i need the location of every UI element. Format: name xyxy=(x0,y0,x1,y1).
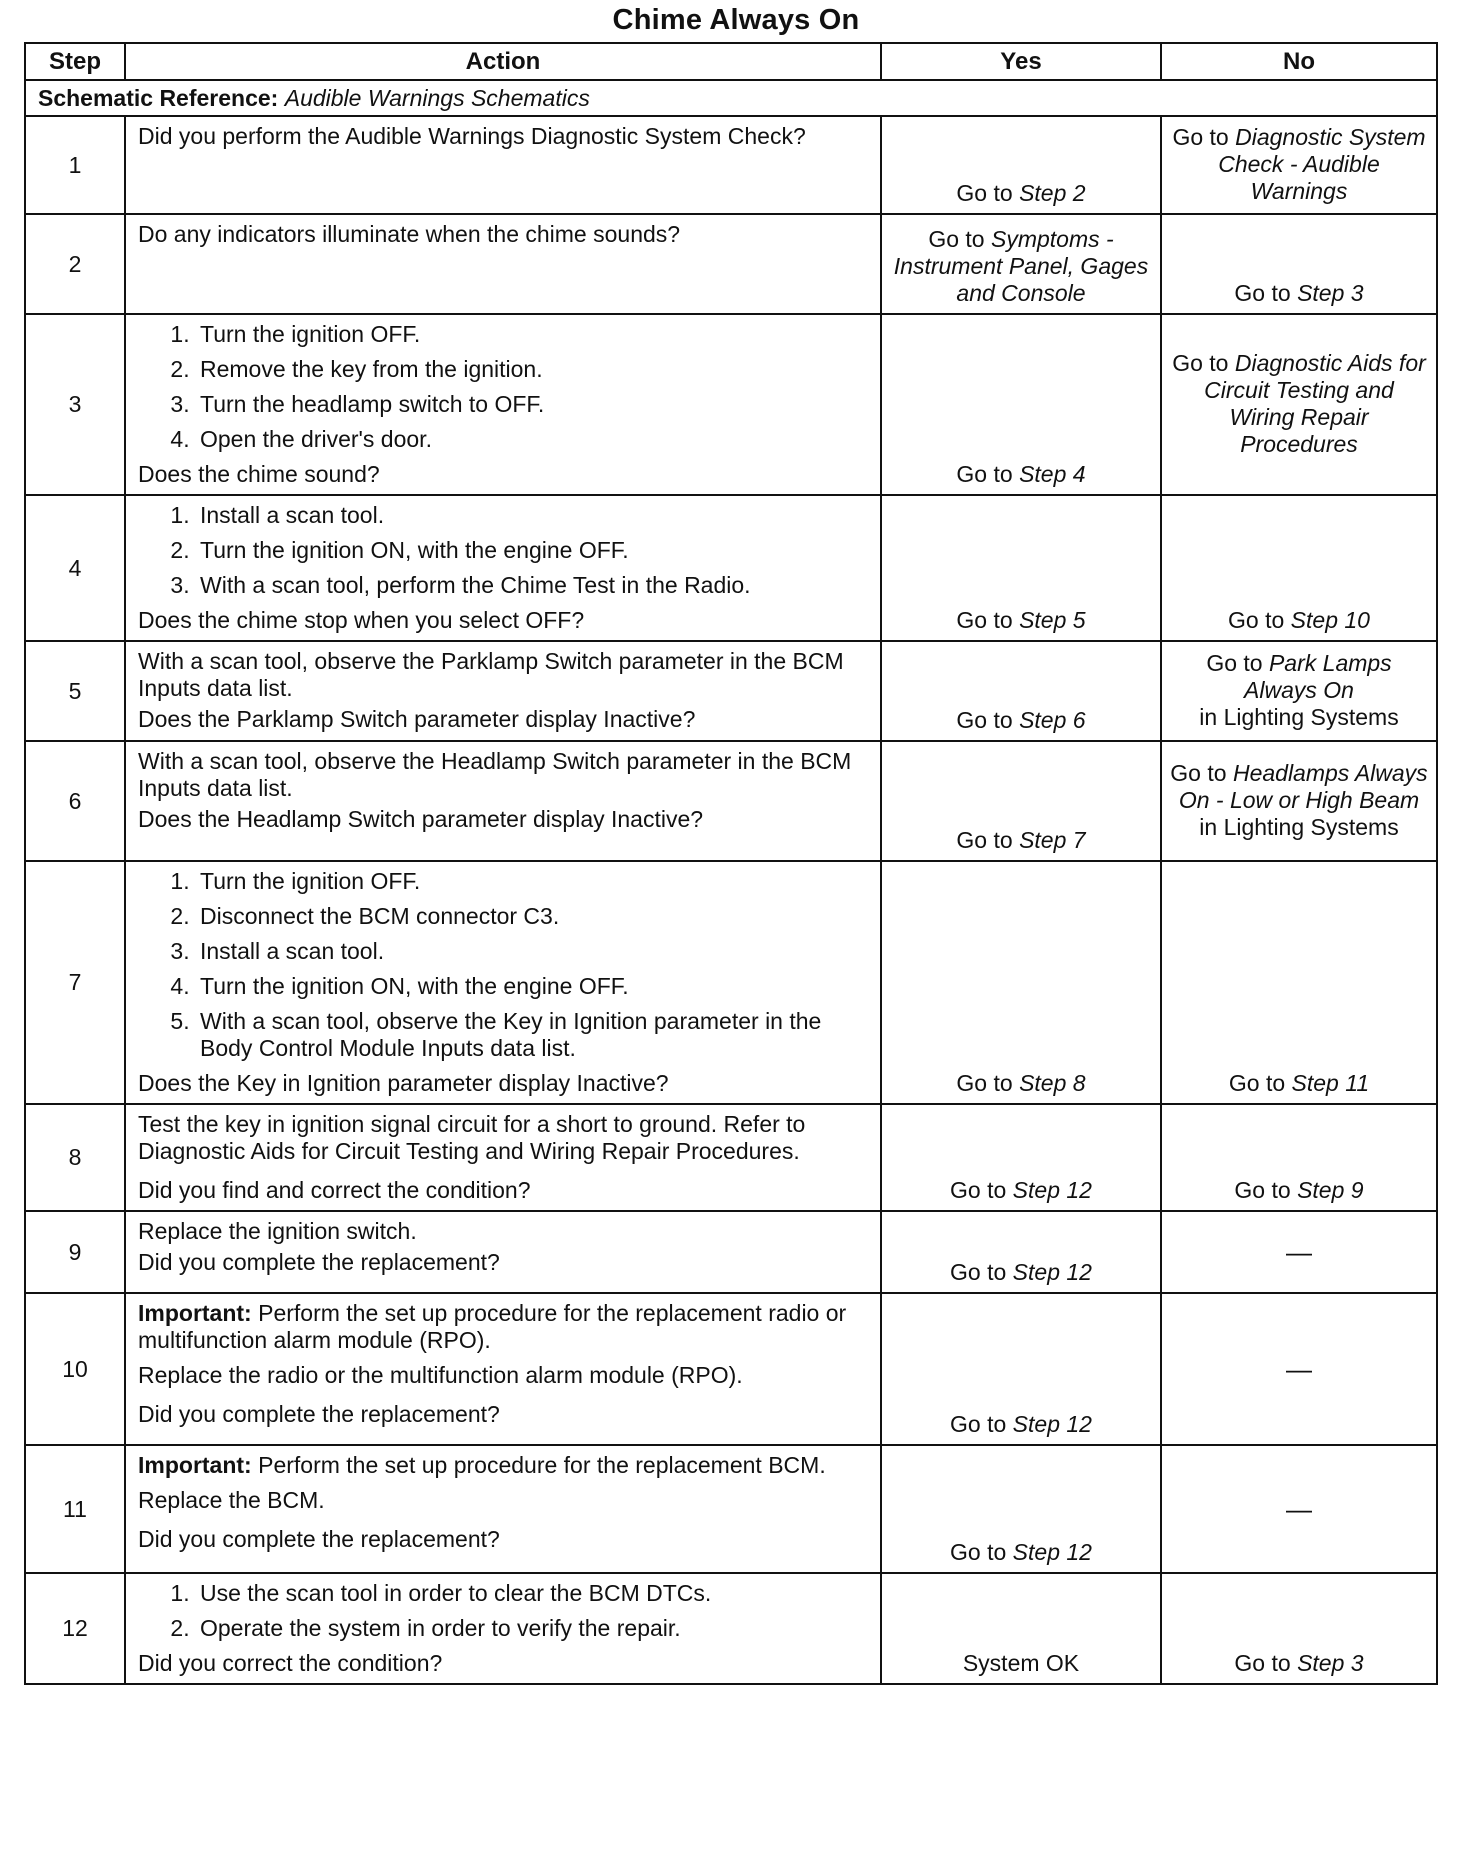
result-link[interactable]: Park Lamps Always On xyxy=(1244,649,1392,703)
no-result-dash: — xyxy=(1286,1353,1312,1384)
yes-result xyxy=(881,116,1161,214)
table-row xyxy=(25,116,1437,214)
result-link[interactable]: Symptoms - Instrument Panel, Gages and Console xyxy=(893,226,1149,306)
action-text: Replace the radio or the multifunction alarm module (RPO). xyxy=(138,1362,743,1388)
action-cell xyxy=(125,116,881,214)
action-cell xyxy=(125,314,881,495)
table-row xyxy=(25,641,1437,741)
result-prefix: Go to xyxy=(956,827,1013,853)
result-prefix: Go to xyxy=(950,1539,1007,1565)
important-note xyxy=(138,1452,870,1479)
action-cell xyxy=(125,1573,881,1684)
action-step-item: 4. Turn the ignition ON, with the engine OFF. xyxy=(196,973,870,1000)
action-question: Does the Headlamp Switch parameter display Inactive? xyxy=(138,806,704,832)
no-result xyxy=(1161,116,1437,214)
action-cell xyxy=(125,1293,881,1445)
no-result xyxy=(1161,214,1437,314)
table-row xyxy=(25,1445,1437,1573)
result-prefix: Go to xyxy=(1228,1070,1286,1096)
action-step-item: 1. Install a scan tool. xyxy=(196,502,870,529)
table-row xyxy=(25,1211,1437,1293)
step-number: 5 xyxy=(25,641,125,741)
step-number: 2 xyxy=(25,214,125,314)
no-result xyxy=(1161,1211,1437,1293)
no-result xyxy=(1161,314,1437,495)
action-steps xyxy=(138,868,870,1062)
action-question: Does the Parklamp Switch parameter display Inactive? xyxy=(138,706,696,732)
action-steps xyxy=(138,502,870,599)
step-number: 4 xyxy=(25,495,125,641)
action-cell xyxy=(125,1104,881,1211)
result-link[interactable]: Headlamps Always On - Low or High Beam xyxy=(1178,759,1428,813)
diagnostic-table xyxy=(24,42,1438,1685)
important-text: Perform the set up procedure for the replacement BCM. xyxy=(258,1452,826,1478)
table-row xyxy=(25,861,1437,1104)
result-suffix: in Lighting Systems xyxy=(1199,703,1399,730)
action-text: With a scan tool, observe the Parklamp Switch parameter in the BCM Inputs data list. xyxy=(138,648,844,701)
important-label: Important: xyxy=(138,1452,252,1478)
result-link[interactable]: Step 7 xyxy=(1019,827,1086,853)
result-link[interactable]: Step 12 xyxy=(1012,1259,1092,1285)
action-step-item: 3. Turn the headlamp switch to OFF. xyxy=(196,391,870,418)
result-link[interactable]: Step 10 xyxy=(1290,607,1370,633)
table-row xyxy=(25,495,1437,641)
result-link[interactable]: Step 12 xyxy=(1012,1177,1092,1203)
yes-result xyxy=(881,641,1161,741)
action-text: Replace the ignition switch. xyxy=(138,1218,417,1244)
yes-result xyxy=(881,1573,1161,1684)
action-step-item: 1. Use the scan tool in order to clear the BCM DTCs. xyxy=(196,1580,870,1607)
result-prefix: Go to xyxy=(956,461,1013,487)
header-no: No xyxy=(1161,43,1437,80)
result-prefix: Go to xyxy=(1228,607,1285,633)
action-question: Did you complete the replacement? xyxy=(138,1249,500,1275)
yes-result xyxy=(881,214,1161,314)
result-prefix: Go to xyxy=(1234,1650,1291,1676)
result-link[interactable]: Step 5 xyxy=(1019,607,1086,633)
important-note xyxy=(138,1300,870,1354)
action-cell xyxy=(125,641,881,741)
result-prefix: Go to xyxy=(1172,123,1229,150)
no-result xyxy=(1161,641,1437,741)
result-prefix: Go to xyxy=(956,180,1013,206)
action-text: Did you perform the Audible Warnings Diagnostic System Check? xyxy=(138,123,806,149)
no-result-dash: — xyxy=(1286,1493,1312,1524)
step-number: 11 xyxy=(25,1445,125,1573)
step-number: 10 xyxy=(25,1293,125,1445)
schematic-reference-label: Schematic Reference: xyxy=(38,84,279,111)
result-prefix: Go to xyxy=(928,226,985,252)
yes-result xyxy=(881,1293,1161,1445)
result-link[interactable]: Step 9 xyxy=(1297,1177,1364,1203)
action-question: Did you complete the replacement? xyxy=(138,1526,500,1552)
action-steps xyxy=(138,1580,870,1642)
step-number: 6 xyxy=(25,741,125,861)
result-prefix: Go to xyxy=(956,607,1013,633)
action-step-item: 1. Turn the ignition OFF. xyxy=(196,321,870,348)
action-step-item: 2. Disconnect the BCM connector C3. xyxy=(196,903,870,930)
no-result xyxy=(1161,1573,1437,1684)
result-link[interactable]: Step 12 xyxy=(1012,1539,1092,1565)
step-number: 12 xyxy=(25,1573,125,1684)
result-link[interactable]: Step 3 xyxy=(1297,280,1364,306)
step-number: 7 xyxy=(25,861,125,1104)
action-cell xyxy=(125,495,881,641)
result-prefix: Go to xyxy=(956,1070,1013,1096)
no-result xyxy=(1161,1293,1437,1445)
table-row xyxy=(25,214,1437,314)
result-suffix: in Lighting Systems xyxy=(1199,813,1399,840)
action-cell xyxy=(125,1211,881,1293)
step-number: 3 xyxy=(25,314,125,495)
result-prefix: Go to xyxy=(950,1259,1007,1285)
action-text: Replace the BCM. xyxy=(138,1487,325,1513)
yes-result xyxy=(881,314,1161,495)
result-prefix: Go to xyxy=(950,1411,1007,1437)
action-question: Does the chime sound? xyxy=(138,461,380,487)
important-text: Perform the set up procedure for the replacement radio or multifunction alarm module (RPO). xyxy=(138,1300,847,1353)
header-step: Step xyxy=(25,43,125,80)
action-question: Does the Key in Ignition parameter display Inactive? xyxy=(138,1070,669,1096)
schematic-reference xyxy=(25,80,1437,116)
action-step-item: 3. Install a scan tool. xyxy=(196,938,870,965)
result-text: System OK xyxy=(962,1650,1080,1676)
action-step-item: 2. Operate the system in order to verify the repair. xyxy=(196,1615,870,1642)
result-link[interactable]: Diagnostic Aids for Circuit Testing and Wiring Repair Procedures xyxy=(1204,349,1426,457)
table-row xyxy=(25,1293,1437,1445)
table-row xyxy=(25,1104,1437,1211)
yes-result xyxy=(881,495,1161,641)
no-result xyxy=(1161,741,1437,861)
step-number: 9 xyxy=(25,1211,125,1293)
no-result-dash: — xyxy=(1286,1236,1312,1267)
result-prefix: Go to xyxy=(1234,1177,1291,1203)
action-question: Does the chime stop when you select OFF? xyxy=(138,607,585,633)
action-cell xyxy=(125,741,881,861)
action-cell xyxy=(125,214,881,314)
table-row xyxy=(25,314,1437,495)
important-label: Important: xyxy=(138,1300,252,1326)
result-link[interactable]: Step 12 xyxy=(1012,1411,1092,1437)
result-link[interactable]: Step 6 xyxy=(1019,707,1086,733)
action-step-item: 2. Remove the key from the ignition. xyxy=(196,356,870,383)
yes-result xyxy=(881,861,1161,1104)
header-action: Action xyxy=(125,43,881,80)
result-link[interactable]: Step 11 xyxy=(1291,1070,1370,1096)
no-result xyxy=(1161,861,1437,1104)
action-question: Did you correct the condition? xyxy=(138,1650,443,1676)
result-prefix: Go to xyxy=(1170,759,1227,786)
result-prefix: Go to xyxy=(956,707,1013,733)
action-text: Do any indicators illuminate when the chime sounds? xyxy=(138,221,681,247)
action-steps xyxy=(138,321,870,453)
step-number: 1 xyxy=(25,116,125,214)
result-link[interactable]: Step 4 xyxy=(1019,461,1086,487)
action-cell xyxy=(125,861,881,1104)
action-step-item: 4. Open the driver's door. xyxy=(196,426,870,453)
step-number: 8 xyxy=(25,1104,125,1211)
action-step-item: 3. With a scan tool, perform the Chime Test in the Radio. xyxy=(196,572,870,599)
result-link[interactable]: Step 8 xyxy=(1019,1070,1086,1096)
table-row xyxy=(25,1573,1437,1684)
yes-result xyxy=(881,741,1161,861)
table-row xyxy=(25,741,1437,861)
action-step-item: 5. With a scan tool, observe the Key in Ignition parameter in the Body Control Module Inputs data list. xyxy=(196,1008,870,1062)
result-prefix: Go to xyxy=(950,1177,1007,1203)
no-result xyxy=(1161,495,1437,641)
result-prefix: Go to xyxy=(1206,649,1263,676)
no-result xyxy=(1161,1445,1437,1573)
yes-result xyxy=(881,1104,1161,1211)
result-link[interactable]: Step 3 xyxy=(1297,1650,1364,1676)
action-text: With a scan tool, observe the Headlamp Switch parameter in the BCM Inputs data list. xyxy=(138,748,852,801)
result-link[interactable]: Diagnostic System Check - Audible Warnings xyxy=(1218,123,1426,204)
header-yes: Yes xyxy=(881,43,1161,80)
result-prefix: Go to xyxy=(1172,349,1229,376)
result-prefix: Go to xyxy=(1234,280,1291,306)
action-step-item: 1. Turn the ignition OFF. xyxy=(196,868,870,895)
document-title: Chime Always On xyxy=(612,4,860,36)
action-question: Did you find and correct the condition? xyxy=(138,1177,531,1203)
yes-result xyxy=(881,1445,1161,1573)
action-question: Did you complete the replacement? xyxy=(138,1401,500,1427)
action-text: Test the key in ignition signal circuit for a short to ground. Refer to Diagnostic Aids for Circuit Testing and Wiring Repair Procedures. xyxy=(138,1111,806,1164)
no-result xyxy=(1161,1104,1437,1211)
result-link[interactable]: Step 2 xyxy=(1019,180,1086,206)
action-step-item: 2. Turn the ignition ON, with the engine OFF. xyxy=(196,537,870,564)
action-cell xyxy=(125,1445,881,1573)
schematic-reference-row xyxy=(25,80,1437,116)
schematic-reference-link[interactable]: Audible Warnings Schematics xyxy=(284,84,590,111)
header-row xyxy=(25,43,1437,80)
yes-result xyxy=(881,1211,1161,1293)
